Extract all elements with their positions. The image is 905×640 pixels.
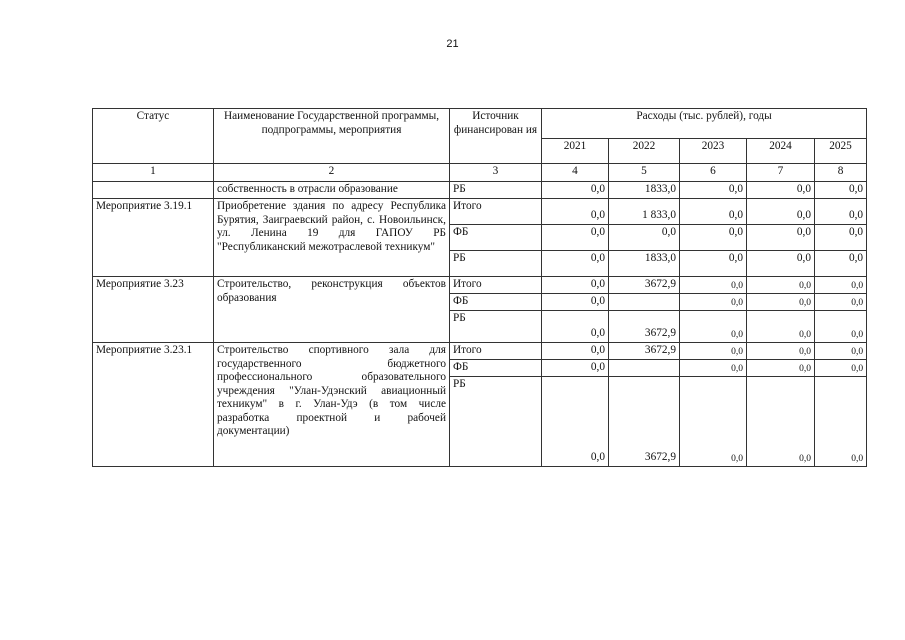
value-cell: 0,0 <box>609 225 680 251</box>
column-number: 8 <box>815 164 867 182</box>
header-expenses: Расходы (тыс. рублей), годы <box>542 109 867 139</box>
value-cell: 0,0 <box>815 251 867 277</box>
value-cell: 0,0 <box>815 360 867 377</box>
status-cell <box>93 182 214 199</box>
header-name: Наименование Государственной программы, подпрограммы, мероприятия <box>214 109 450 164</box>
value-cell: 3672,9 <box>609 343 680 360</box>
value-cell: 0,0 <box>680 343 747 360</box>
column-number: 6 <box>680 164 747 182</box>
source-cell: ФБ <box>450 225 542 251</box>
status-cell: Мероприятие 3.23 <box>93 277 214 343</box>
value-cell: 3672,9 <box>609 311 680 343</box>
value-cell: 0,0 <box>747 277 815 294</box>
header-year: 2024 <box>747 139 815 164</box>
value-cell: 0,0 <box>747 225 815 251</box>
value-cell: 0,0 <box>542 377 609 467</box>
source-cell: Итого <box>450 199 542 225</box>
source-cell: ФБ <box>450 294 542 311</box>
name-cell: собственность в отрасли образование <box>214 182 450 199</box>
value-cell: 0,0 <box>815 377 867 467</box>
value-cell: 0,0 <box>680 377 747 467</box>
value-cell: 0,0 <box>680 294 747 311</box>
column-number: 1 <box>93 164 214 182</box>
header-year: 2021 <box>542 139 609 164</box>
table-row <box>93 182 867 199</box>
column-number: 7 <box>747 164 815 182</box>
value-cell: 1833,0 <box>609 182 680 199</box>
page-number: 21 <box>446 38 459 50</box>
value-cell: 0,0 <box>815 294 867 311</box>
value-cell: 0,0 <box>680 182 747 199</box>
status-cell: Мероприятие 3.23.1 <box>93 343 214 467</box>
value-cell: 0,0 <box>747 251 815 277</box>
value-cell: 0,0 <box>815 277 867 294</box>
source-cell: Итого <box>450 343 542 360</box>
value-cell: 0,0 <box>680 360 747 377</box>
value-cell: 0,0 <box>542 294 609 311</box>
name-cell: Строительство спортивного зала для государственного бюджетного профессионального образовательного учреждения "Улан-Удэнский авиационный техникум" в г. Улан-Удэ (в том числе разработка проектной и рабочей документации) <box>214 343 450 467</box>
value-cell: 0,0 <box>747 360 815 377</box>
source-cell: Итого <box>450 277 542 294</box>
column-number: 2 <box>214 164 450 182</box>
table-row <box>93 343 867 360</box>
value-cell: 0,0 <box>815 182 867 199</box>
budget-table <box>92 108 867 467</box>
value-cell: 1 833,0 <box>609 199 680 225</box>
column-number: 3 <box>450 164 542 182</box>
value-cell: 0,0 <box>542 225 609 251</box>
header-status: Статус <box>93 109 214 164</box>
value-cell: 0,0 <box>680 277 747 294</box>
value-cell: 0,0 <box>542 311 609 343</box>
value-cell: 0,0 <box>542 182 609 199</box>
value-cell: 0,0 <box>680 225 747 251</box>
value-cell: 3672,9 <box>609 377 680 467</box>
value-cell: 0,0 <box>680 251 747 277</box>
source-cell: ФБ <box>450 360 542 377</box>
value-cell: 0,0 <box>680 199 747 225</box>
value-cell <box>609 360 680 377</box>
header-source: Источник финансирован ия <box>450 109 542 164</box>
source-cell: РБ <box>450 311 542 343</box>
value-cell: 0,0 <box>542 199 609 225</box>
value-cell: 0,0 <box>815 225 867 251</box>
header-year: 2023 <box>680 139 747 164</box>
value-cell: 0,0 <box>680 311 747 343</box>
value-cell: 0,0 <box>747 311 815 343</box>
value-cell: 3672,9 <box>609 277 680 294</box>
value-cell: 0,0 <box>747 199 815 225</box>
value-cell: 0,0 <box>815 199 867 225</box>
column-number: 4 <box>542 164 609 182</box>
value-cell: 0,0 <box>542 251 609 277</box>
name-cell: Строительство, реконструкция объектов образования <box>214 277 450 343</box>
value-cell: 0,0 <box>747 343 815 360</box>
source-cell: РБ <box>450 182 542 199</box>
header-year: 2022 <box>609 139 680 164</box>
value-cell: 0,0 <box>747 377 815 467</box>
table-row <box>93 199 867 225</box>
value-cell: 0,0 <box>542 360 609 377</box>
table-row <box>93 277 867 294</box>
column-number: 5 <box>609 164 680 182</box>
value-cell: 0,0 <box>815 343 867 360</box>
value-cell: 0,0 <box>747 294 815 311</box>
name-cell: Приобретение здания по адресу Республика Бурятия, Заиграевский район, с. Новоильинск, ул. Ленина 19 для ГАПОУ РБ "Республиканский межотраслевой техникум" <box>214 199 450 277</box>
value-cell: 0,0 <box>815 311 867 343</box>
column-numbers-row <box>93 164 867 182</box>
source-cell: РБ <box>450 377 542 467</box>
value-cell: 0,0 <box>747 182 815 199</box>
value-cell: 0,0 <box>542 343 609 360</box>
status-cell: Мероприятие 3.19.1 <box>93 199 214 277</box>
header-year: 2025 <box>815 139 867 164</box>
source-cell: РБ <box>450 251 542 277</box>
value-cell <box>609 294 680 311</box>
value-cell: 0,0 <box>542 277 609 294</box>
value-cell: 1833,0 <box>609 251 680 277</box>
